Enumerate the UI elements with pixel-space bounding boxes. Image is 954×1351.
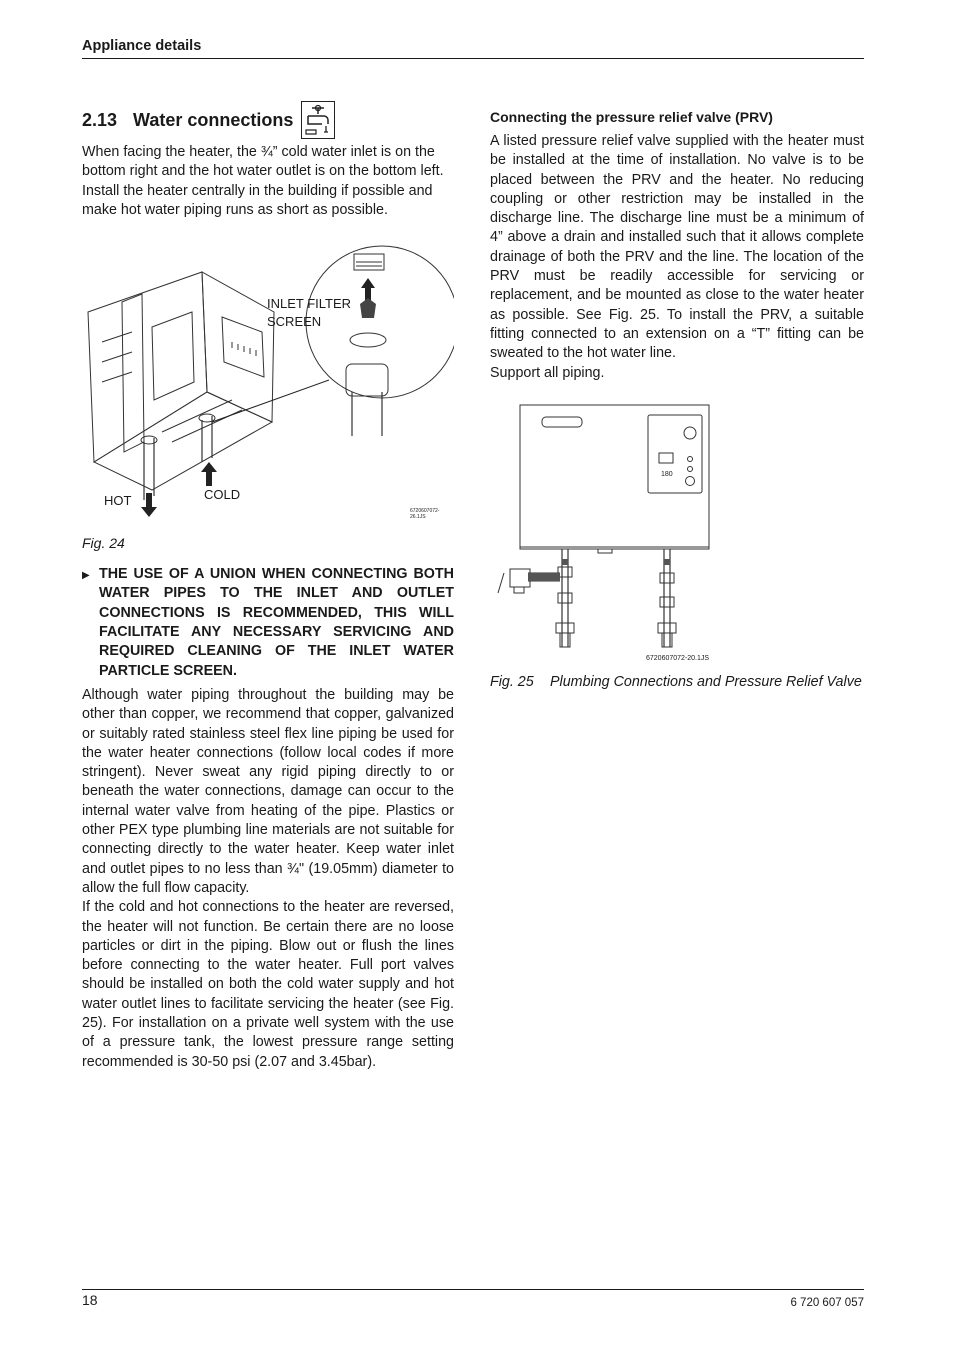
left-column: [82, 100, 454, 1072]
figure-24-caption: Fig. 24: [82, 535, 125, 552]
prv-heading: Connecting the pressure relief valve (PRV): [490, 109, 773, 125]
label-hot: HOT: [104, 493, 132, 509]
prv-paragraph: A listed pressure relief valve supplied with the heater must be installed at the time of installation. No valve is to be placed between the PRV and the heater. No reducing coupling or other restriction may be installed in the discharge line. The discharge line must be a minimum of 4” above a drain and installed such that it allows complete drainage of both the PRV and the line. The location of the PRV must be readily accessible for servicing or replacement, and be mounted as close to the water heater as possible. See Fig. 25. To install the PRV, a suitable fitting connected to an extension on a “T” fitting can be sweated to the hot water line.: [490, 133, 864, 362]
section-title: Water connections: [133, 109, 294, 130]
figure-25-number: Fig. 25: [490, 673, 534, 690]
label-screen: SCREEN: [267, 314, 322, 330]
section-heading: [82, 100, 454, 140]
label-inlet-filter: INLET FILTER: [267, 296, 352, 312]
document-number: 6 720 607 057: [790, 1297, 864, 1309]
display-readout: 180: [661, 470, 673, 478]
intro-paragraph: When facing the heater, the ¾” cold water inlet is on the bottom right and the hot water outlet is on the bottom left. Install the heater centrally in the building if possible and make hot water piping runs as short as possible.: [82, 144, 444, 218]
plumbing-prv-illustration: [490, 397, 864, 667]
figure-25-title: Plumbing Connections and Pressure Relief Valve: [550, 673, 862, 690]
body-paragraph-2: If the cold and hot connections to the heater are reversed, the heater will not function. Be certain there are no loose particles or dirt in the piping. Blow out or flush the lines before connecting to the water heater. Full port valves should be installed on both the cold water supply and hot water outlet lines to facilitate servicing the heater (see Fig. 25). For installation on a private well system with the use of a pressure tank, the lowest pressure range setting recommended is 30-50 psi (2.07 and 3.45bar).: [82, 899, 454, 1070]
header-title: Appliance details: [82, 38, 202, 54]
warning-text: THE USE OF A UNION WHEN CONNECTING BOTH WATER PIPES TO THE INLET AND OUTLET CONNECTIONS IS RECOMMENDED, THIS WILL FACILITATE ANY NECESSARY SERVICING AND REQUIRED CLEANING OF THE INLET WATER PARTICLE SCREEN.: [99, 566, 454, 679]
figure-25-caption: [490, 673, 864, 692]
water-tap-icon: [301, 101, 335, 139]
support-piping-text: Support all piping.: [490, 364, 605, 381]
figure-code: 6720607072-26.1JS: [410, 508, 440, 521]
page-number: 18: [82, 1292, 98, 1308]
warning-block: [82, 565, 454, 681]
figure-code: 6720607072-20.1JS: [646, 654, 710, 662]
bullet-arrow-icon: ▶: [82, 570, 90, 582]
section-number: 2.13: [82, 109, 118, 130]
page-header: [82, 37, 864, 59]
figure-24: [82, 232, 454, 532]
heater-bottom-illustration: [82, 232, 454, 532]
page-footer: [82, 1289, 864, 1313]
figure-25: [490, 397, 864, 667]
body-paragraph-1: Although water piping throughout the building may be other than copper, we recommend that copper, galvanized or suitably rated stainless steel flex line piping be used for the water heater connections (follow local codes if more stringent). Never sweat any rigid piping directly to or beneath the water connections, damage can occur to the internal water valve from heating of the pipe. Plastics or other PEX type plumbing line materials are not suitable for connecting directly to the water heater. Keep water inlet and outlet pipes to no less than ¾" (19.05mm) diameter to allow the full flow capacity.: [82, 686, 454, 896]
right-column: [490, 108, 864, 692]
label-cold: COLD: [204, 487, 241, 503]
